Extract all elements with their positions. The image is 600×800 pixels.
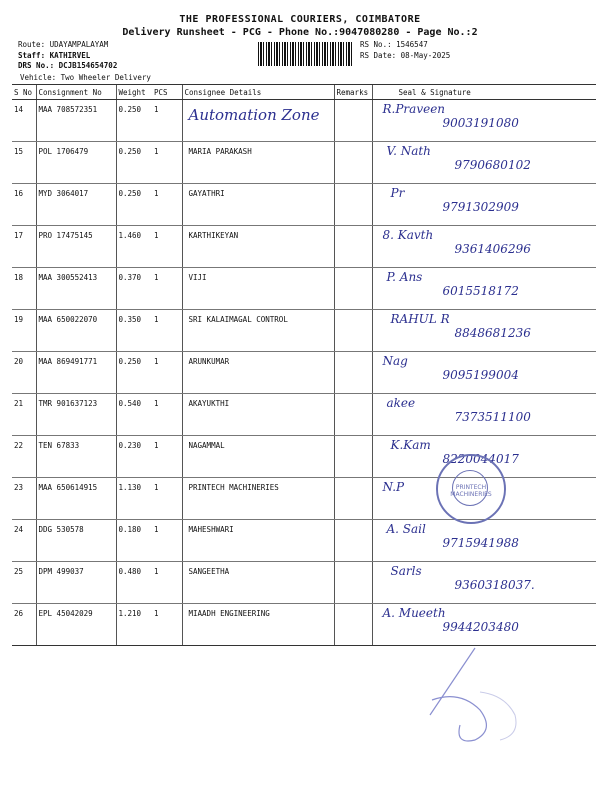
col-sno: S No — [12, 85, 36, 100]
signature-phone: 9003191080 — [442, 116, 519, 130]
signature-phone: 9715941988 — [442, 536, 519, 550]
table-row — [12, 394, 596, 436]
rs-number: RS No.: 1546547 — [360, 40, 428, 49]
consignment-cell: POL 1706479 — [36, 142, 116, 184]
remarks-cell — [334, 100, 372, 142]
pcs-cell: 1 — [152, 310, 182, 352]
drs-number: DRS No.: DCJB154654702 — [18, 61, 118, 70]
consignment-cell: MYD 3064017 — [36, 184, 116, 226]
sno-cell: 26 — [12, 604, 36, 646]
pcs-cell: 1 — [152, 226, 182, 268]
signature-phone: 8848681236 — [454, 326, 531, 340]
col-remarks: Remarks — [334, 85, 372, 100]
pcs-cell: 1 — [152, 100, 182, 142]
signature-cell — [372, 268, 596, 310]
table-row — [12, 100, 596, 142]
pcs-cell: 1 — [152, 352, 182, 394]
remarks-cell — [334, 268, 372, 310]
table-row — [12, 184, 596, 226]
consignee-cell: GAYATHRI — [182, 184, 334, 226]
pcs-cell: 1 — [152, 394, 182, 436]
consignee-cell: AKAYUKTHI — [182, 394, 334, 436]
consignee-cell: KARTHIKEYAN — [182, 226, 334, 268]
signature-cell — [372, 394, 596, 436]
vehicle-label: Vehicle: Two Wheeler Delivery — [20, 73, 151, 82]
sno-cell: 15 — [12, 142, 36, 184]
consignee-cell: MIAADH ENGINEERING — [182, 604, 334, 646]
signature-phone: 6015518172 — [442, 284, 519, 298]
table-row — [12, 310, 596, 352]
signature-cell — [372, 226, 596, 268]
table-row — [12, 226, 596, 268]
signature-phone: 7373511100 — [454, 410, 531, 424]
col-consignee: Consignee Details — [182, 85, 334, 100]
weight-cell: 0.250 — [116, 352, 152, 394]
signature-cell — [372, 184, 596, 226]
signature-phone: 9361406296 — [454, 242, 531, 256]
weight-cell: 0.250 — [116, 142, 152, 184]
table-row — [12, 268, 596, 310]
consignee-cell: MARIA PARAKASH — [182, 142, 334, 184]
signature-phone: 9360318037. — [454, 578, 535, 592]
meta-left — [18, 40, 117, 72]
consignment-cell: TMR 901637123 — [36, 394, 116, 436]
pcs-cell: 1 — [152, 520, 182, 562]
signature-name: Sarls — [390, 564, 422, 578]
signature-cell — [372, 100, 596, 142]
pcs-cell: 1 — [152, 142, 182, 184]
signature-cell — [372, 562, 596, 604]
pcs-cell: 1 — [152, 478, 182, 520]
pcs-cell: 1 — [152, 184, 182, 226]
sno-cell: 19 — [12, 310, 36, 352]
signature-name: 8. Kavth — [382, 228, 434, 242]
signature-name: V. Nath — [386, 144, 431, 158]
consignment-cell: MAA 650022070 — [36, 310, 116, 352]
consignment-cell: MAA 869491771 — [36, 352, 116, 394]
consignment-cell: DPM 499037 — [36, 562, 116, 604]
consignee-cell: MAHESHWARI — [182, 520, 334, 562]
signature-cell — [372, 310, 596, 352]
remarks-cell — [334, 604, 372, 646]
signature-name: A. Mueeth — [382, 606, 446, 620]
weight-cell: 0.480 — [116, 562, 152, 604]
sno-cell: 25 — [12, 562, 36, 604]
sno-cell: 22 — [12, 436, 36, 478]
remarks-cell — [334, 478, 372, 520]
remarks-cell — [334, 310, 372, 352]
weight-cell: 0.180 — [116, 520, 152, 562]
sno-cell: 17 — [12, 226, 36, 268]
pcs-cell: 1 — [152, 604, 182, 646]
remarks-cell — [334, 520, 372, 562]
consignment-cell: PRO 17475145 — [36, 226, 116, 268]
sno-cell: 18 — [12, 268, 36, 310]
weight-cell: 1.130 — [116, 478, 152, 520]
barcode — [258, 42, 354, 66]
consignee-cell: VIJI — [182, 268, 334, 310]
signature-name: A. Sail — [386, 522, 426, 536]
handwritten-consignee: Automation Zone — [188, 106, 320, 124]
remarks-cell — [334, 436, 372, 478]
table-header-row — [12, 85, 596, 100]
meta-right — [360, 40, 450, 61]
signature-name: Pr — [390, 186, 405, 200]
weight-cell: 1.460 — [116, 226, 152, 268]
weight-cell: 0.370 — [116, 268, 152, 310]
weight-cell: 0.250 — [116, 100, 152, 142]
signature-name: N.P — [382, 480, 405, 494]
weight-cell: 0.230 — [116, 436, 152, 478]
remarks-cell — [334, 352, 372, 394]
signature-name: RAHUL R — [390, 312, 450, 326]
signature-name: P. Ans — [386, 270, 423, 284]
signature-name: Nag — [382, 354, 408, 368]
sno-cell: 20 — [12, 352, 36, 394]
signature-name: akee — [386, 396, 416, 410]
signature-phone: 8220044017 — [442, 452, 519, 466]
signature-phone: 9944203480 — [442, 620, 519, 634]
consignment-cell: MAA 300552413 — [36, 268, 116, 310]
consignment-cell: TEN 67833 — [36, 436, 116, 478]
remarks-cell — [334, 562, 372, 604]
stamp-text: PRINTECH MACHINERIES — [450, 484, 492, 498]
weight-cell: 0.350 — [116, 310, 152, 352]
table-row — [12, 142, 596, 184]
table-row — [12, 436, 596, 478]
col-signature: Seal & Signature — [372, 85, 596, 100]
signature-phone: 9790680102 — [454, 158, 531, 172]
signature-name: K.Kam — [390, 438, 431, 452]
col-pcs: PCS — [152, 85, 182, 100]
consignment-cell: MAA 650614915 — [36, 478, 116, 520]
table-row — [12, 352, 596, 394]
sno-cell: 24 — [12, 520, 36, 562]
route-label: Route: UDAYAMPALAYAM — [18, 40, 109, 49]
scribble-mark — [420, 640, 530, 750]
sno-cell: 14 — [12, 100, 36, 142]
weight-cell: 0.250 — [116, 184, 152, 226]
company-stamp — [436, 454, 506, 524]
signature-name: R.Praveen — [382, 102, 446, 116]
signature-cell — [372, 142, 596, 184]
pcs-cell: 1 — [152, 562, 182, 604]
signature-phone: 9095199004 — [442, 368, 519, 382]
weight-cell: 0.540 — [116, 394, 152, 436]
remarks-cell — [334, 142, 372, 184]
consignee-cell: SRI KALAIMAGAL CONTROL — [182, 310, 334, 352]
signature-cell — [372, 520, 596, 562]
consignee-cell: NAGAMMAL — [182, 436, 334, 478]
table-row — [12, 520, 596, 562]
table-row — [12, 562, 596, 604]
rs-date: RS Date: 08-May-2025 — [360, 50, 451, 60]
consignee-cell: ARUNKUMAR — [182, 352, 334, 394]
consignee-cell — [182, 100, 334, 142]
runsheet-title: THE PROFESSIONAL COURIERS, COIMBATORE — [179, 14, 421, 25]
consignment-cell: DDG 530578 — [36, 520, 116, 562]
runsheet-subtitle: Delivery Runsheet - PCG - Phone No.:9047080280 - Page No.:2 — [122, 27, 478, 38]
consignment-cell: MAA 708572351 — [36, 100, 116, 142]
sno-cell: 23 — [12, 478, 36, 520]
pcs-cell: 1 — [152, 268, 182, 310]
remarks-cell — [334, 226, 372, 268]
signature-cell — [372, 352, 596, 394]
remarks-cell — [334, 184, 372, 226]
col-weight: Weight — [116, 85, 152, 100]
table-row — [12, 478, 596, 520]
sno-cell: 21 — [12, 394, 36, 436]
staff-label: Staff: KATHIRVEL — [18, 50, 91, 60]
consignee-cell: PRINTECH MACHINERIES — [182, 478, 334, 520]
runsheet-table — [12, 84, 596, 646]
col-consignment: Consignment No — [36, 85, 116, 100]
consignment-cell: EPL 45042029 — [36, 604, 116, 646]
pcs-cell: 1 — [152, 436, 182, 478]
sno-cell: 16 — [12, 184, 36, 226]
signature-phone: 9791302909 — [442, 200, 519, 214]
remarks-cell — [334, 394, 372, 436]
weight-cell: 1.210 — [116, 604, 152, 646]
consignee-cell: SANGEETHA — [182, 562, 334, 604]
